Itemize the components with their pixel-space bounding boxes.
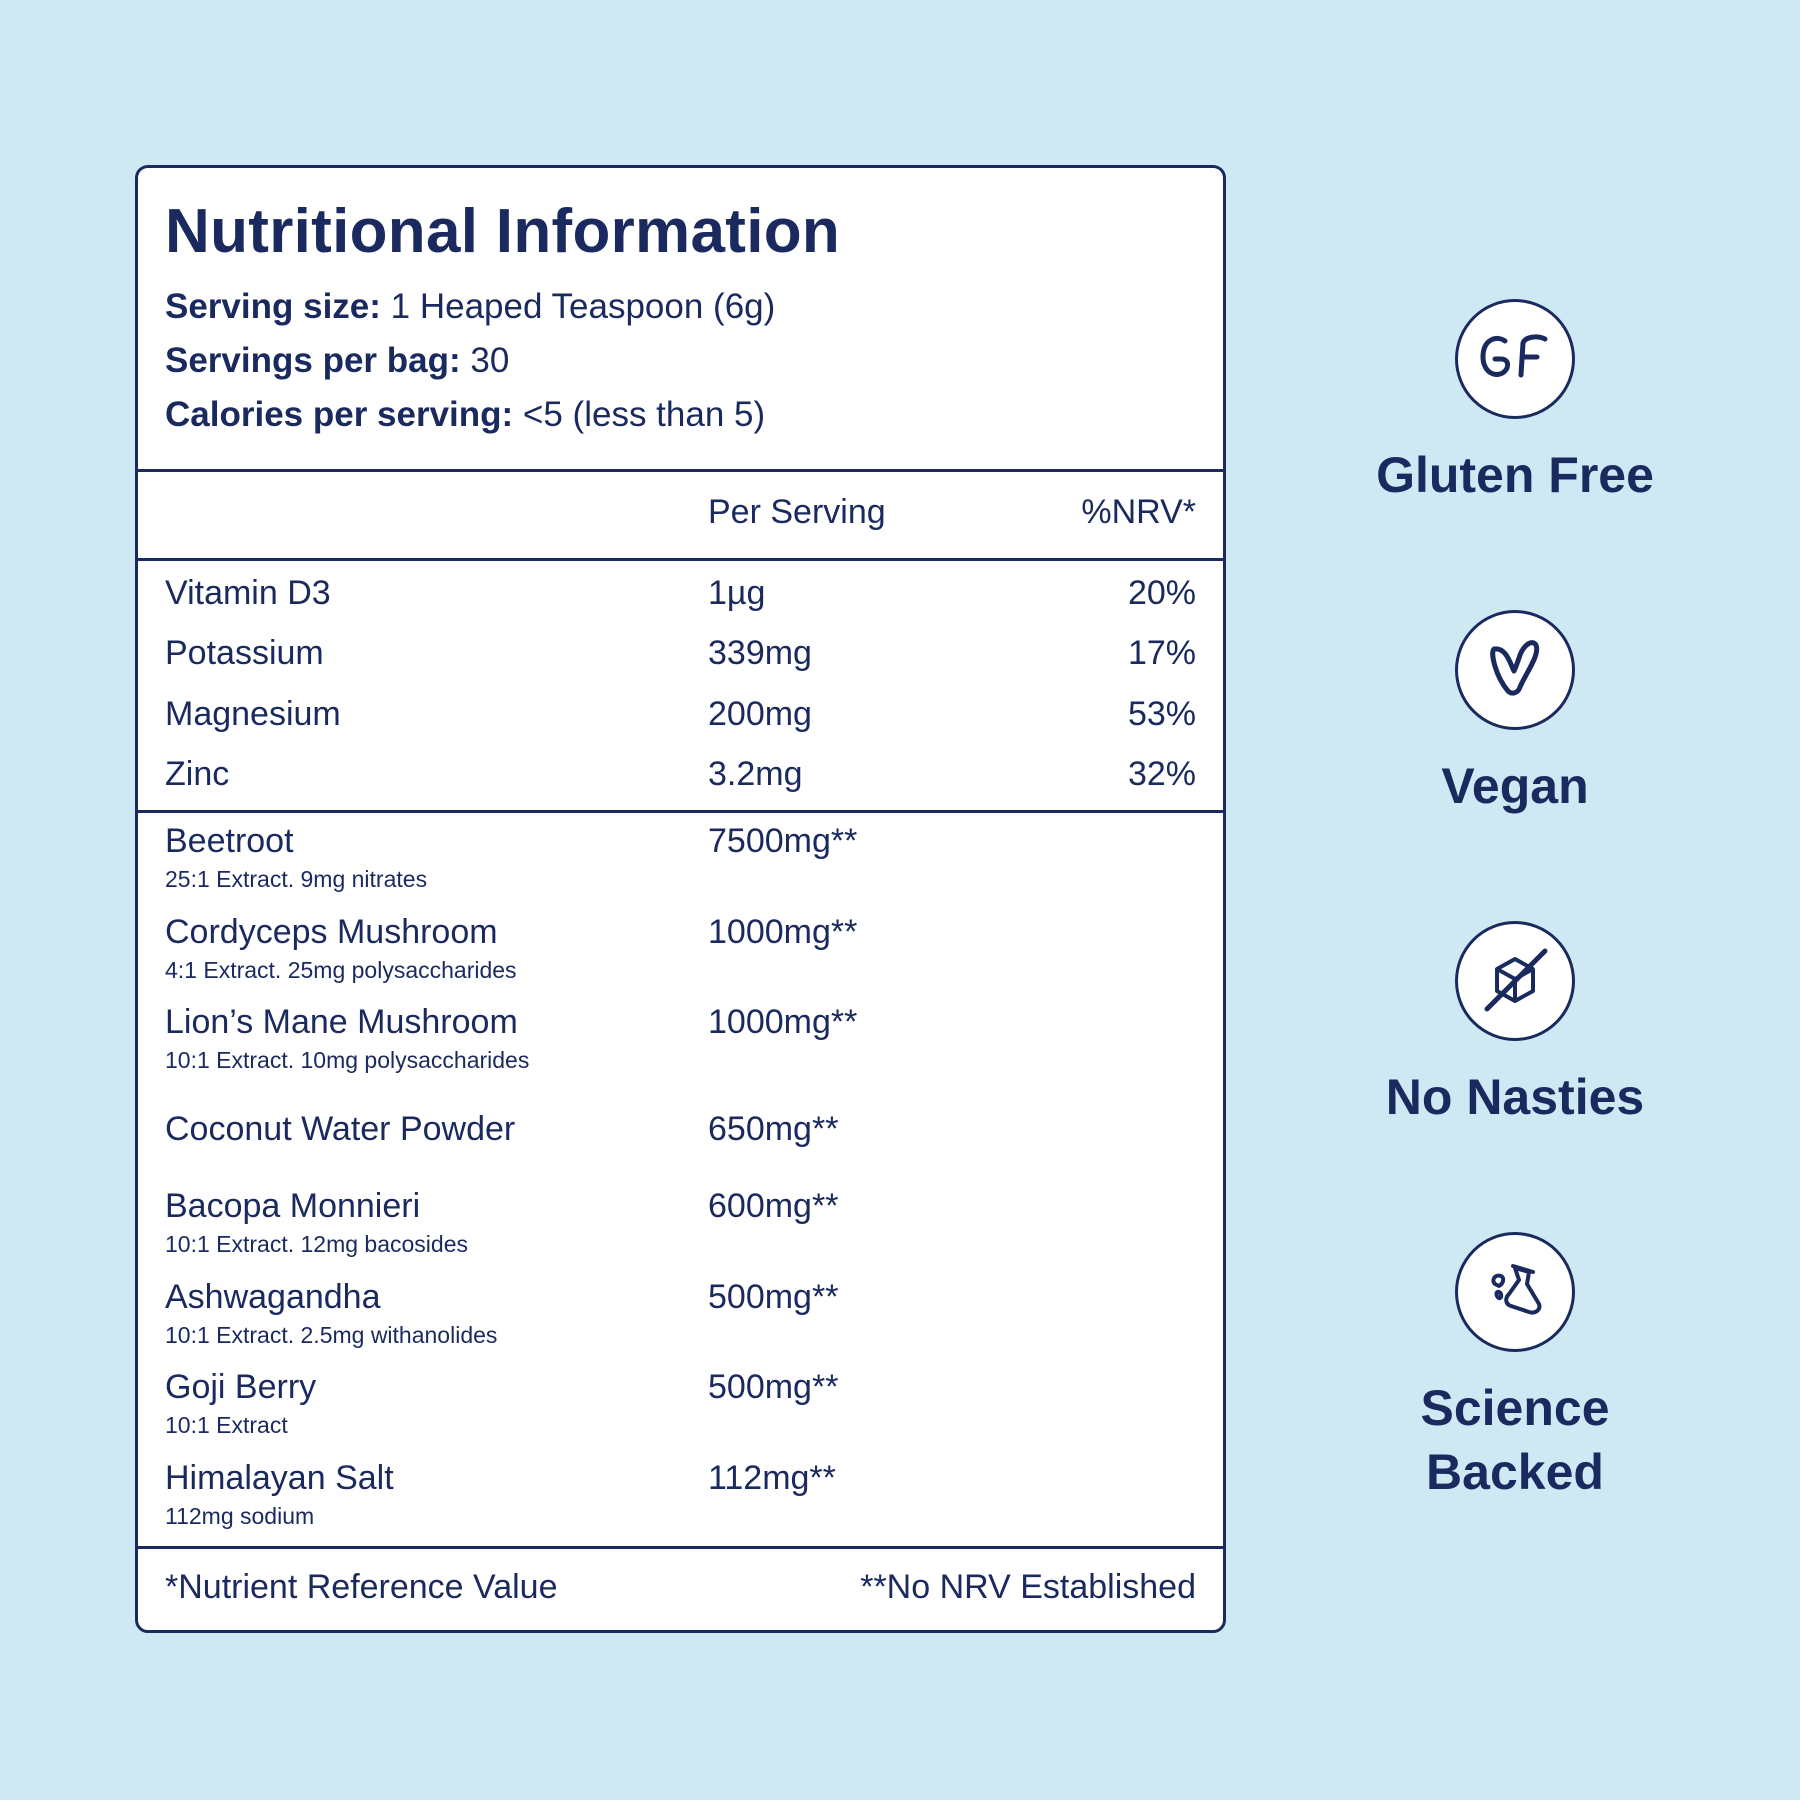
- column-header-nrv: %NRV*: [1081, 493, 1196, 531]
- ingredient-amount: 650mg**: [708, 1110, 839, 1148]
- ingredient-note: 10:1 Extract: [165, 1412, 288, 1438]
- ingredient-amount: 7500mg**: [708, 822, 858, 860]
- nutrient-amount: 3.2mg: [708, 755, 803, 793]
- ingredient-amount: 1000mg**: [708, 1003, 858, 1041]
- badge-science-backed: [1300, 1232, 1730, 1504]
- ingredient-name: Ashwagandha: [165, 1278, 381, 1316]
- ingredient-name: Goji Berry: [165, 1368, 317, 1406]
- nutrient-nrv: 20%: [1127, 574, 1196, 612]
- servings-per-bag-label: Servings per bag:: [165, 341, 461, 380]
- ingredient-note: 25:1 Extract. 9mg nitrates: [165, 866, 428, 892]
- badge-gluten-free: [1300, 299, 1730, 507]
- vegan-v-icon: [1480, 633, 1550, 708]
- flask-icon: [1475, 1250, 1555, 1335]
- gf-icon: [1475, 327, 1555, 392]
- page-title: Nutritional Information: [165, 197, 841, 266]
- servings-per-bag: [165, 341, 509, 381]
- badge-circle: [1455, 299, 1575, 419]
- ingredient-name: Bacopa Monnieri: [165, 1187, 421, 1225]
- calories-per-serving: [165, 395, 765, 435]
- serving-size-label: Serving size:: [165, 287, 381, 326]
- nutrient-nrv: 17%: [1127, 634, 1196, 672]
- ingredient-name: Himalayan Salt: [165, 1459, 394, 1497]
- nutrient-nrv: 32%: [1127, 755, 1196, 793]
- ingredient-amount: 112mg**: [708, 1459, 836, 1497]
- badge-circle: [1455, 610, 1575, 730]
- badge-label: Science Backed: [1420, 1380, 1610, 1500]
- ingredient-note: 10:1 Extract. 10mg polysaccharides: [165, 1047, 530, 1073]
- ingredient-amount: 1000mg**: [708, 913, 858, 951]
- badge-label: Gluten Free: [1376, 447, 1654, 503]
- ingredient-note: 10:1 Extract. 2.5mg withanolides: [165, 1322, 498, 1348]
- calories-label: Calories per serving:: [165, 395, 514, 434]
- nutrient-nrv: 53%: [1127, 695, 1196, 733]
- footer-nrv-note: *Nutrient Reference Value: [165, 1568, 558, 1606]
- ingredient-name: Cordyceps Mushroom: [165, 913, 498, 951]
- serving-size: [165, 287, 775, 327]
- nutrient-name: Zinc: [165, 755, 230, 793]
- ingredient-name: Lion’s Mane Mushroom: [165, 1003, 518, 1041]
- badge-circle: [1455, 1232, 1575, 1352]
- nutrient-amount: 200mg: [708, 695, 812, 733]
- no-cube-icon: [1475, 939, 1555, 1024]
- nutrient-name: Magnesium: [165, 695, 341, 733]
- servings-per-bag-value: 30: [460, 341, 510, 380]
- divider-footer: [138, 1546, 1223, 1549]
- badge-circle: [1455, 921, 1575, 1041]
- footer-no-nrv-note: **No NRV Established: [860, 1568, 1196, 1606]
- ingredient-note: 112mg sodium: [165, 1503, 315, 1529]
- serving-size-value: 1 Heaped Teaspoon (6g): [380, 287, 776, 326]
- badge-label: No Nasties: [1385, 1069, 1645, 1125]
- ingredient-amount: 500mg**: [708, 1278, 839, 1316]
- ingredient-note: 10:1 Extract. 12mg bacosides: [165, 1231, 468, 1257]
- ingredient-note: 4:1 Extract. 25mg polysaccharides: [165, 957, 517, 983]
- ingredient-name: Beetroot: [165, 822, 294, 860]
- badge-no-nasties: [1300, 921, 1730, 1129]
- badge-label: Vegan: [1441, 758, 1589, 814]
- nutrient-name: Vitamin D3: [165, 574, 331, 612]
- nutrient-amount: 339mg: [708, 634, 812, 672]
- ingredient-amount: 500mg**: [708, 1368, 839, 1406]
- ingredient-name: Coconut Water Powder: [165, 1110, 516, 1148]
- ingredient-amount: 600mg**: [708, 1187, 839, 1225]
- nutrition-panel: [135, 165, 1226, 1633]
- divider-header: [138, 469, 1223, 472]
- column-header-per-serving: Per Serving: [708, 493, 886, 531]
- badge-vegan: [1300, 610, 1730, 818]
- divider-nutrients: [138, 810, 1223, 813]
- calories-value: <5 (less than 5): [513, 395, 766, 434]
- nutrient-amount: 1µg: [708, 574, 766, 612]
- divider-table-header: [138, 558, 1223, 561]
- nutrient-name: Potassium: [165, 634, 324, 672]
